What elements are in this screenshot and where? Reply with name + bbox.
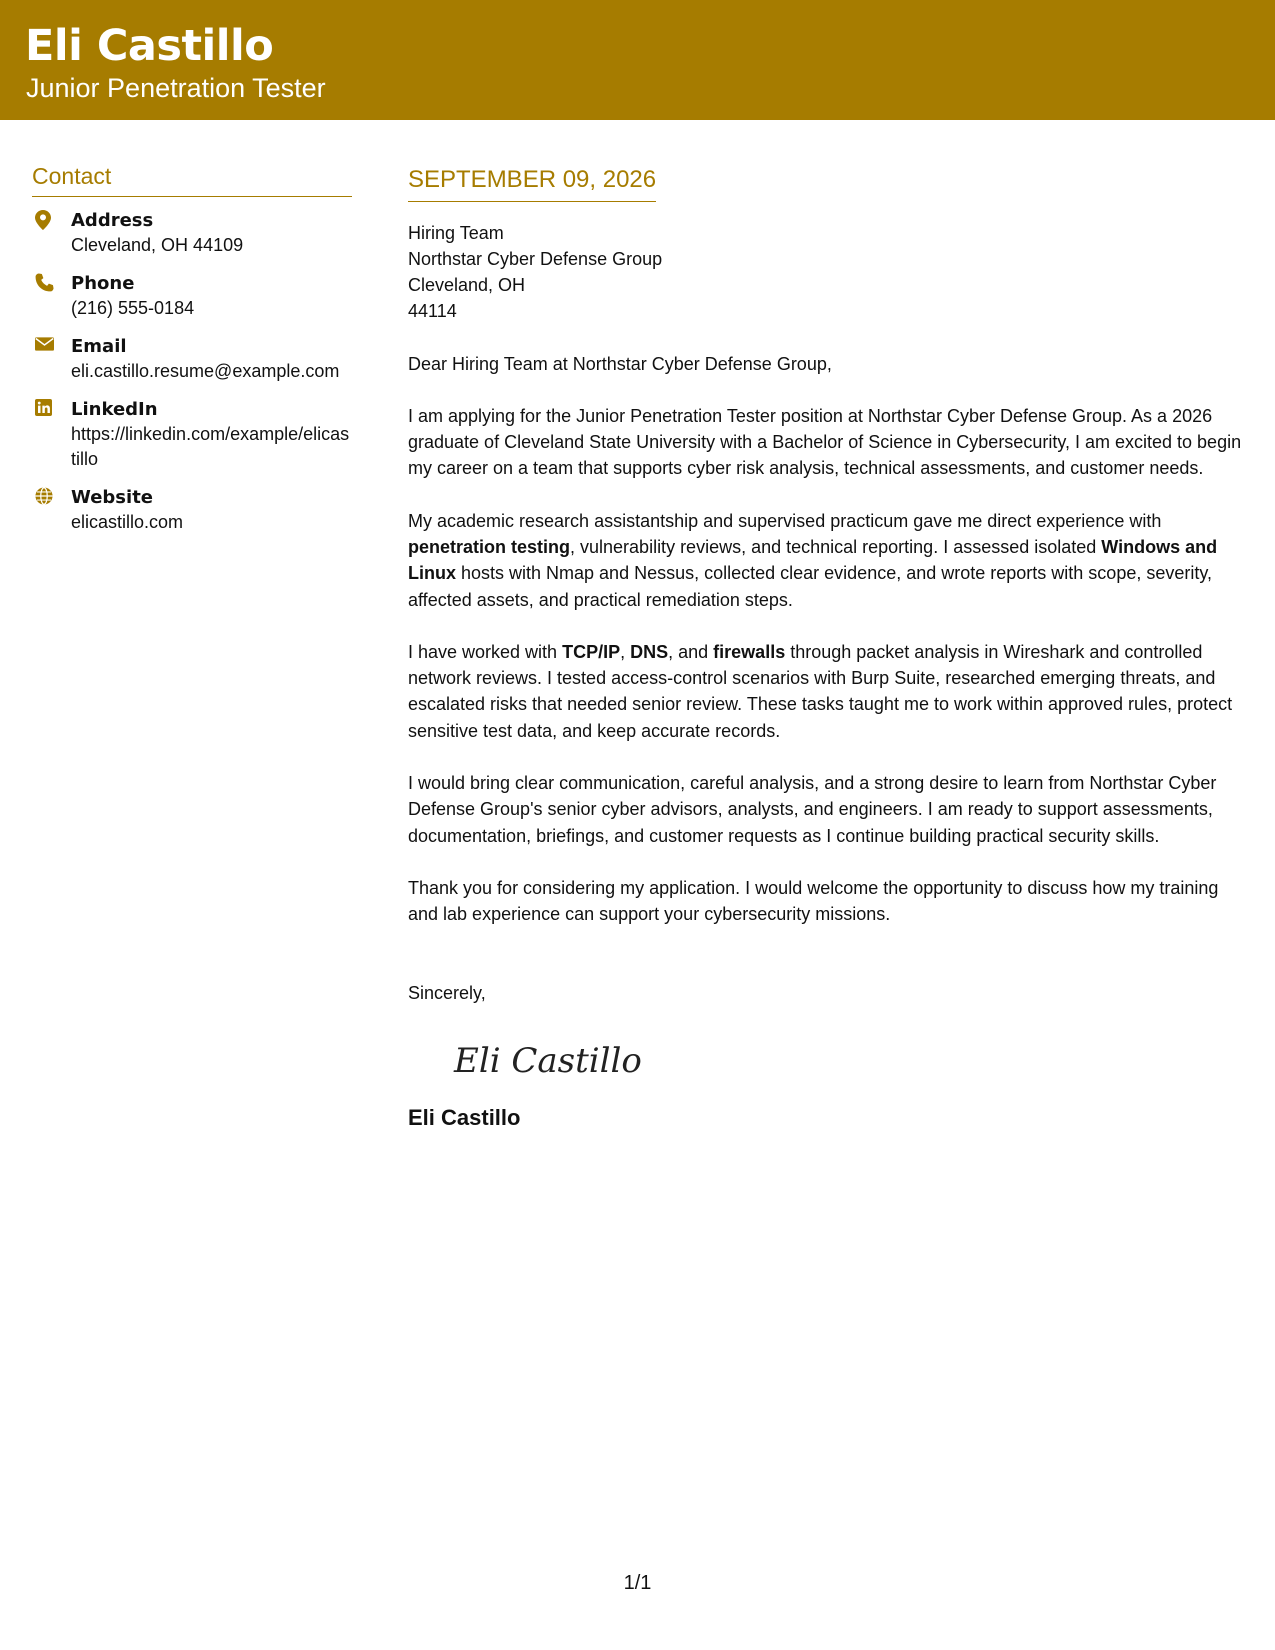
phone-icon (35, 273, 55, 293)
contact-sidebar (32, 163, 352, 549)
contact-label: Email (71, 335, 127, 357)
globe-icon (35, 487, 55, 507)
contact-value: https://linkedin.com/example/elicastillo (71, 423, 350, 469)
contact-label: Phone (71, 272, 135, 294)
contact-label: Address (71, 209, 154, 231)
linkedin-icon (35, 399, 55, 419)
contact-label: Website (71, 486, 154, 508)
contact-item-email (32, 335, 352, 384)
signer-name: Eli Castillo (408, 1104, 521, 1130)
salutation: Dear Hiring Team at Northstar Cyber Defense Group, (408, 353, 832, 374)
page-number: 1/1 (623, 1572, 652, 1594)
header-banner (0, 0, 1275, 120)
paragraph-intro: I am applying for the Junior Penetration Tester position at Northstar Cyber Defense Group. As a 2026 graduate of Cleveland State University with a Bachelor of Science in Cybersecurity, I am excited to begin my career on a team that supports cyber risk analysis, technical assessments, and customer needs. (408, 405, 1242, 479)
recipient-block (408, 220, 1253, 324)
letter-body (408, 166, 1253, 1132)
contact-item-address (32, 209, 352, 258)
recipient-line: Hiring Team (408, 222, 504, 243)
recipient-city: Cleveland, OH (408, 274, 526, 295)
svg-text:Eli Castillo: Eli Castillo (454, 1040, 642, 1081)
contact-label: LinkedIn (71, 398, 158, 420)
contact-item-phone (32, 272, 352, 321)
keyword-highlight: penetration testing (408, 536, 571, 557)
contact-heading: Contact (32, 163, 352, 197)
keyword-highlight: Windows and Linux (408, 536, 1218, 584)
contact-value: eli.castillo.resume@example.com (71, 360, 340, 381)
envelope-icon (35, 336, 55, 356)
applicant-title: Junior Penetration Tester (26, 73, 326, 103)
recipient-company: Northstar Cyber Defense Group (408, 248, 663, 269)
contact-item-linkedin (32, 398, 352, 472)
closing: Sincerely, (408, 982, 486, 1003)
contact-value: (216) 555-0184 (71, 297, 195, 318)
map-pin-icon (35, 210, 55, 230)
keyword-highlight: firewalls (713, 641, 786, 662)
handwritten-signature (448, 1030, 1253, 1090)
recipient-zip: 44114 (408, 300, 457, 321)
contact-value: elicastillo.com (71, 511, 184, 532)
contact-value: Cleveland, OH 44109 (71, 234, 244, 255)
paragraph-goals: I would bring clear communication, careful analysis, and a strong desire to learn from Northstar Cyber Defense Group's senior cyber advisors, analysts, and engineers. I am ready to support assessments, documentation, briefings, and customer requests as I continue building practical security skills. (408, 773, 1217, 846)
paragraph-networking: I have worked with TCP/IP, DNS, and firewalls through packet analysis in Wireshark and controlled network reviews. I tested access-control scenarios with Burp Suite, researched emerging threats, and escalated risks that needed senior review. These tasks taught me to work within approved rules, protect sensitive test data, and keep accurate records. (408, 641, 1233, 741)
letter-date: SEPTEMBER 09, 2026 (408, 166, 656, 202)
paragraph-experience: My academic research assistantship and supervised practicum gave me direct experience with penetration testing, vulnerability reviews, and technical reporting. I assessed isolated Windows and Linux hosts with Nmap and Nessus, collected clear evidence, and wrote reports with scope, severity, affected assets, and practical remediation steps. (408, 510, 1218, 610)
paragraph-thanks: Thank you for considering my application. I would welcome the opportunity to discuss how my training and lab experience can support your cybersecurity missions. (408, 877, 1219, 925)
keyword-highlight: TCP/IP (562, 641, 621, 662)
applicant-name: Eli Castillo (25, 21, 274, 71)
keyword-highlight: DNS (630, 641, 669, 662)
contact-item-website (32, 486, 352, 535)
